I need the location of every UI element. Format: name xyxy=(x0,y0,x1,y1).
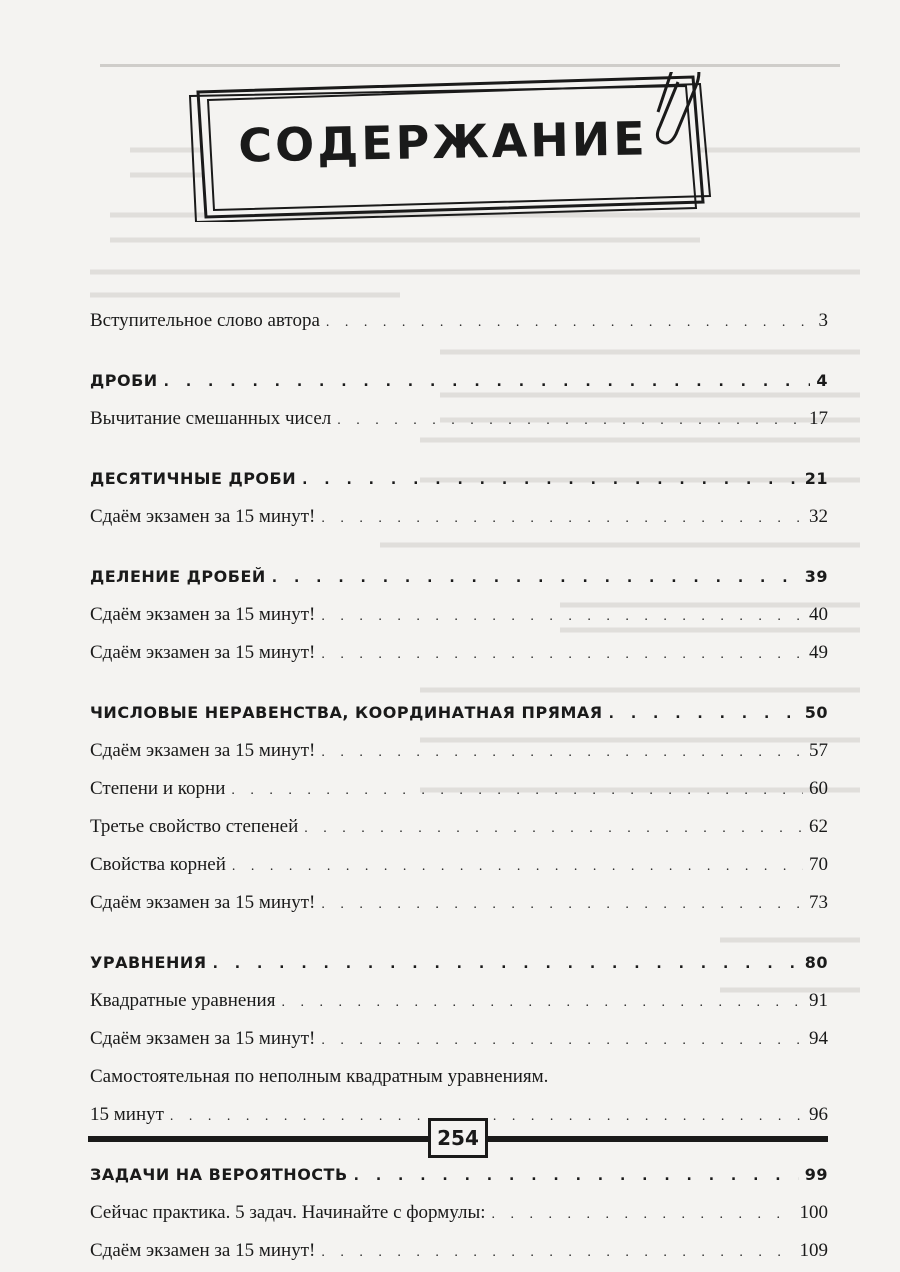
toc-entry-page: 49 xyxy=(809,642,828,663)
toc-entry-label: Сейчас практика. 5 задач. Начинайте с формулы: xyxy=(90,1202,486,1223)
toc-section-page: 21 xyxy=(804,469,828,488)
toc-entry[interactable] xyxy=(90,846,828,884)
toc-entry[interactable] xyxy=(90,400,828,438)
dot-leader xyxy=(232,848,803,886)
toc-section-page: 39 xyxy=(804,567,828,586)
toc-entry-label: Свойства корней xyxy=(90,854,226,875)
toc-entry-label: Вступительное слово автора xyxy=(90,310,320,331)
dot-leader xyxy=(281,984,803,1022)
toc-entry-line1[interactable]: Самостоятельная по неполным квадратным уравнениям. xyxy=(90,1066,549,1087)
toc-entry-page: 40 xyxy=(809,604,828,625)
toc-entry-page: 94 xyxy=(809,1028,828,1049)
toc-entry[interactable] xyxy=(90,596,828,634)
toc-section-label: ДРОБИ xyxy=(90,371,158,390)
dot-leader xyxy=(302,461,799,499)
dot-leader xyxy=(321,636,803,674)
title-banner xyxy=(188,72,718,222)
dot-leader xyxy=(321,500,803,538)
toc-section-division[interactable] xyxy=(90,558,828,596)
toc-section-inequalities[interactable] xyxy=(90,694,828,732)
toc-entry-label: Сдаём экзамен за 15 минут! xyxy=(90,1028,316,1049)
toc-section-drobi[interactable] xyxy=(90,362,828,400)
toc-entry[interactable] xyxy=(90,982,828,1020)
toc-entry-page: 3 xyxy=(818,310,828,331)
dot-leader xyxy=(272,559,799,597)
toc-entry[interactable] xyxy=(90,732,828,770)
toc-entry-page: 73 xyxy=(809,892,828,913)
dot-leader xyxy=(321,886,803,924)
footer-rule-right xyxy=(488,1136,828,1142)
dot-leader xyxy=(321,1234,793,1272)
dot-leader xyxy=(321,598,803,636)
toc-entry-page: 70 xyxy=(809,854,828,875)
toc-entry-label: Третье свойство степеней xyxy=(90,816,299,837)
toc-entry-page: 100 xyxy=(799,1202,828,1223)
page-title: СОДЕРЖАНИЕ xyxy=(237,111,649,173)
toc-section-equations[interactable] xyxy=(90,944,828,982)
toc-entry-label: Сдаём экзамен за 15 минут! xyxy=(90,604,316,625)
toc-section-label: ДЕСЯТИЧНЫЕ ДРОБИ xyxy=(90,469,297,488)
page-footer xyxy=(88,1118,828,1158)
toc-section-label: ДЕЛЕНИЕ ДРОБЕЙ xyxy=(90,567,266,586)
toc-entry-label: Степени и корни xyxy=(90,778,226,799)
dot-leader xyxy=(354,1157,799,1195)
dot-leader xyxy=(231,772,803,810)
toc-entry-label: Вычитание смешанных чисел xyxy=(90,408,332,429)
toc-entry[interactable] xyxy=(90,770,828,808)
toc-section-label: ЗАДАЧИ НА ВЕРОЯТНОСТЬ xyxy=(90,1165,348,1184)
dot-leader xyxy=(164,363,811,401)
toc-section-label: ЧИСЛОВЫЕ НЕРАВЕНСТВА, КООРДИНАТНАЯ ПРЯМАЯ xyxy=(90,703,603,722)
toc-section-page: 4 xyxy=(816,371,828,390)
toc-entry-page: 91 xyxy=(809,990,828,1011)
toc-entry[interactable] xyxy=(90,1232,828,1270)
toc-section-probability[interactable] xyxy=(90,1156,828,1194)
dot-leader xyxy=(609,695,799,733)
page-number: 254 xyxy=(428,1118,488,1158)
dot-leader xyxy=(326,304,813,342)
toc-entry-page: 57 xyxy=(809,740,828,761)
toc-entry[interactable] xyxy=(90,1020,828,1058)
toc-entry-label: 15 минут xyxy=(90,1104,164,1125)
dot-leader xyxy=(337,402,803,440)
toc-entry-label: Квадратные уравнения xyxy=(90,990,276,1011)
toc-entry-page: 32 xyxy=(809,506,828,527)
dot-leader xyxy=(321,734,803,772)
dot-leader xyxy=(491,1196,793,1234)
toc-entry-page: 96 xyxy=(809,1104,828,1125)
toc-entry-page: 62 xyxy=(809,816,828,837)
toc-entry-page: 17 xyxy=(809,408,828,429)
toc-entry[interactable] xyxy=(90,808,828,846)
toc-section-page: 50 xyxy=(804,703,828,722)
toc-entry[interactable] xyxy=(90,498,828,536)
toc-entry-intro[interactable] xyxy=(90,302,828,340)
dot-leader xyxy=(321,1022,803,1060)
toc-entry-label: Сдаём экзамен за 15 минут! xyxy=(90,892,316,913)
toc-section-label: УРАВНЕНИЯ xyxy=(90,953,207,972)
toc-entry[interactable] xyxy=(90,634,828,672)
toc-entry[interactable] xyxy=(90,884,828,922)
toc-entry-page: 60 xyxy=(809,778,828,799)
footer-rule-left xyxy=(88,1136,428,1142)
toc-entry-label: Сдаём экзамен за 15 минут! xyxy=(90,740,316,761)
toc-entry-label: Сдаём экзамен за 15 минут! xyxy=(90,1240,316,1261)
top-rule xyxy=(100,64,840,67)
dot-leader xyxy=(304,810,803,848)
dot-leader xyxy=(213,945,799,983)
toc-entry-label: Сдаём экзамен за 15 минут! xyxy=(90,642,316,663)
toc-entry-label: Сдаём экзамен за 15 минут! xyxy=(90,506,316,527)
toc-section-page: 80 xyxy=(804,953,828,972)
toc-entry-page: 109 xyxy=(799,1240,828,1261)
toc-section-page: 99 xyxy=(804,1165,828,1184)
toc-section-decimal[interactable] xyxy=(90,460,828,498)
